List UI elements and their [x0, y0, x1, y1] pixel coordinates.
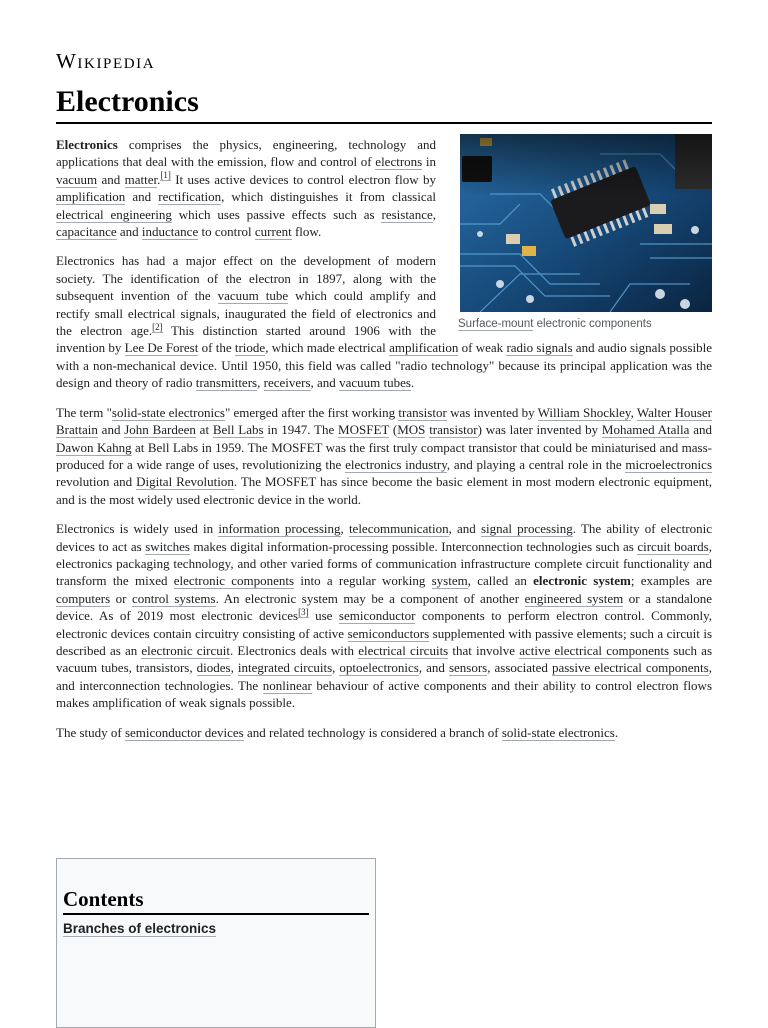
wiki-link[interactable]: rectification [158, 189, 222, 205]
wiki-link[interactable]: integrated circuits [237, 660, 333, 676]
text-run: , called an [467, 573, 534, 589]
wiki-link[interactable]: engineered system [524, 590, 624, 606]
caption-link[interactable]: Surface-mount [458, 318, 534, 330]
wiki-link[interactable]: transistor [429, 422, 478, 438]
wiki-link[interactable]: solid-state electronics [111, 404, 225, 420]
text-run: . [614, 724, 619, 740]
text-run: , associated [487, 660, 552, 676]
wiki-link[interactable]: current [254, 224, 292, 240]
text-run: of weak [458, 340, 507, 356]
text-run: or a standalone device. As of 2019 most electronic devices [56, 590, 712, 624]
wiki-link[interactable]: optoelectronics [339, 660, 419, 676]
article-paragraph [56, 520, 712, 711]
text-run: . The MOSFET has since become the basic element in most modern electronic equipment, and is the most widely used electronic device in the world. [56, 474, 712, 507]
text-run: Electronics is widely used in [56, 521, 219, 537]
text-run: that involve [448, 642, 520, 658]
wiki-link[interactable]: matter [124, 171, 158, 187]
text-run: behaviour of active components and their ability to control electron flows makes amplification of weak signals possible. [56, 677, 712, 711]
text-run: and [689, 422, 712, 438]
text-run: This distinction started around 1906 with the invention by [56, 323, 436, 356]
text-run: flow. [291, 224, 322, 240]
text-run: ( [389, 422, 398, 438]
citation-link[interactable]: [3] [298, 606, 309, 617]
article-paragraph [56, 724, 712, 741]
bold-term: electronic system [533, 573, 631, 589]
wiki-link[interactable]: microelectronics [625, 456, 713, 472]
wiki-link[interactable]: vacuum tubes [339, 375, 411, 391]
text-run: . [410, 375, 415, 391]
text-run: , and [418, 660, 449, 676]
text-run: components to perform electron control. Commonly, electronic devices contain circuitry consisting of active [56, 608, 712, 641]
text-run: Electronics has had a major effect on the development of modern society. The identification of the electron in 1897, along with the subsequent invention of the [56, 253, 436, 304]
text-run: . The ability of electronic devices to act as [56, 521, 712, 554]
wiki-link[interactable]: information processing [218, 521, 341, 537]
text-run: in [422, 154, 436, 170]
wiki-link[interactable]: capacitance [56, 224, 117, 240]
text-run: . Electronics deals with [230, 642, 359, 658]
text-run: , and playing a central role in the [446, 456, 626, 472]
citation-link[interactable]: [2] [152, 321, 163, 332]
text-run: The term " [56, 404, 112, 420]
text-run: , [230, 660, 238, 676]
bold-term: Electronics [56, 137, 118, 152]
text-run: revolution and [56, 474, 137, 490]
wiki-link[interactable]: active electrical components [519, 642, 670, 658]
text-run: and [125, 189, 159, 205]
wiki-link[interactable]: radio signals [506, 340, 573, 356]
wiki-link[interactable]: amplification [56, 189, 126, 205]
wiki-link[interactable]: Walter Houser Brattain [56, 404, 713, 438]
wikipedia-wordmark[interactable]: Wikipedia [56, 49, 156, 73]
wiki-link[interactable]: MOS [397, 422, 426, 438]
citation-ref[interactable] [160, 170, 171, 181]
wiki-link[interactable]: computers [56, 590, 111, 606]
wiki-link[interactable]: John Bardeen [124, 422, 196, 438]
text-run: , which distinguishes it from classical [221, 189, 436, 205]
caption-text: electronic components [533, 318, 652, 330]
toc-title: Contents [63, 887, 369, 915]
wiki-link[interactable]: Bell Labs [212, 422, 264, 438]
wiki-link[interactable]: signal processing [480, 521, 573, 537]
wiki-link[interactable]: triode [234, 340, 266, 356]
text-run: in 1947. The [263, 422, 339, 438]
wiki-link[interactable]: passive electrical components [551, 660, 709, 676]
text-run: . An electronic system may be a component of another [215, 590, 525, 606]
text-run: , electronics packaging technology, and other varied forms of communication infrastructure complete circuit functionality and transform the mixed [56, 538, 712, 589]
circuit-board-illustration [460, 134, 712, 312]
text-run: , [257, 375, 264, 391]
toc-list [57, 915, 375, 938]
wiki-link[interactable]: electrical circuits [358, 642, 449, 658]
wiki-link[interactable]: nonlinear [262, 677, 312, 693]
wiki-link[interactable]: telecommunication [348, 521, 449, 537]
table-of-contents [56, 858, 376, 1028]
text-run: , [340, 521, 349, 537]
text-run: It uses active devices to control electron flow by [170, 171, 436, 187]
wiki-link[interactable]: resistance [381, 206, 433, 222]
text-run: ) was later invented by [477, 422, 602, 438]
wiki-link[interactable]: vacuum tube [217, 288, 289, 304]
wiki-link[interactable]: electronic components [173, 573, 295, 589]
text-run: or [110, 590, 133, 606]
wiki-link[interactable]: sensors [448, 660, 488, 676]
text-run: which uses passive effects such as [171, 206, 382, 222]
wiki-link[interactable]: semiconductor devices [124, 724, 244, 740]
citation-ref[interactable] [298, 607, 309, 618]
wiki-link[interactable]: electronic circuit [141, 642, 230, 658]
text-run: which could amplify and rectify small electrical signals, inaugurated the field of electronics and the electron age. [56, 288, 436, 339]
wiki-link[interactable]: Lee De Forest [124, 340, 199, 356]
text-run: , [332, 660, 340, 676]
text-run: use [308, 608, 339, 624]
text-run: and related technology is considered a branch of [243, 724, 502, 740]
article-paragraph [56, 404, 712, 508]
text-run: " emerged after the first working [224, 404, 399, 420]
text-run: at Bell Labs in 1959. The MOSFET was the first truly compact transistor that could be miniaturised and mass-produced for a wide range of uses, revolutionizing the [56, 439, 712, 472]
text-run: , and [448, 521, 481, 537]
page-title: Electronics [56, 78, 712, 124]
wiki-link[interactable]: electronics industry [345, 456, 447, 472]
text-run: to control [198, 224, 255, 240]
text-run: such as vacuum tubes, transistors, [56, 642, 713, 676]
text-run: , which made electrical [265, 340, 390, 356]
wiki-link[interactable]: Dawon Kahng [56, 439, 132, 455]
text-run: and [116, 224, 142, 240]
wiki-link[interactable]: switches [145, 538, 190, 554]
article-page [56, 44, 712, 753]
figure-caption [458, 317, 712, 332]
wiki-link[interactable]: circuit boards [637, 538, 709, 554]
text-run: . [157, 171, 161, 187]
wiki-link[interactable]: control systems [132, 590, 216, 606]
wiki-link[interactable]: MOSFET [338, 422, 390, 438]
text-run: and [97, 422, 125, 438]
wiki-link[interactable]: vacuum [56, 171, 98, 187]
wiki-link[interactable]: receivers [263, 375, 311, 391]
thumbnail-figure [454, 134, 712, 332]
wiki-link[interactable]: electrical engineering [56, 206, 172, 222]
wiki-link[interactable]: system [431, 573, 468, 589]
text-run: supplemented with passive elements; such a circuit is described as an [56, 625, 712, 658]
text-run: was invented by [446, 404, 538, 420]
citation-link[interactable]: [1] [160, 170, 171, 181]
text-run: and audio signals possible with a non-mechanical device. Until 1950, this field was called "radio technology" because its principal application was the design and theory of radio [56, 340, 712, 391]
text-run: and [97, 171, 125, 187]
text-run: ; examples are [630, 573, 712, 589]
circuit-board-image[interactable] [460, 134, 712, 312]
wiki-link[interactable]: Mohamed Atalla [601, 422, 690, 438]
text-run: into a regular working [294, 573, 432, 589]
citation-ref[interactable] [152, 322, 163, 333]
text-run: at [195, 422, 213, 438]
text-run: , [432, 206, 436, 222]
wiki-link[interactable]: Digital Revolution [136, 474, 234, 490]
wiki-link[interactable]: amplification [389, 340, 459, 356]
wiki-link[interactable]: diodes [196, 660, 231, 676]
wiki-link[interactable]: semiconductor [338, 608, 416, 624]
wiki-link[interactable]: semiconductors [347, 625, 430, 641]
text-run: , [630, 404, 637, 420]
text-run: , and [310, 375, 340, 391]
wiki-link[interactable]: transistor [398, 404, 447, 420]
text-run: , and interconnection technologies. The [56, 660, 712, 693]
text-run: comprises the physics, engineering, technology and applications that deal with the emission, flow and control of [56, 137, 436, 170]
wiki-link[interactable]: electrons [375, 154, 423, 170]
toc-item[interactable]: Branches of electronics [63, 921, 217, 936]
wiki-link[interactable]: William Shockley [537, 404, 631, 420]
wiki-link[interactable]: transmitters [195, 375, 258, 391]
text-run: of the [198, 340, 235, 356]
text-run: makes digital information-processing possible. Interconnection technologies such as [190, 538, 638, 554]
wiki-link[interactable]: inductance [141, 224, 199, 240]
text-run: The study of [56, 724, 125, 740]
wiki-link[interactable]: solid-state electronics [501, 724, 615, 740]
